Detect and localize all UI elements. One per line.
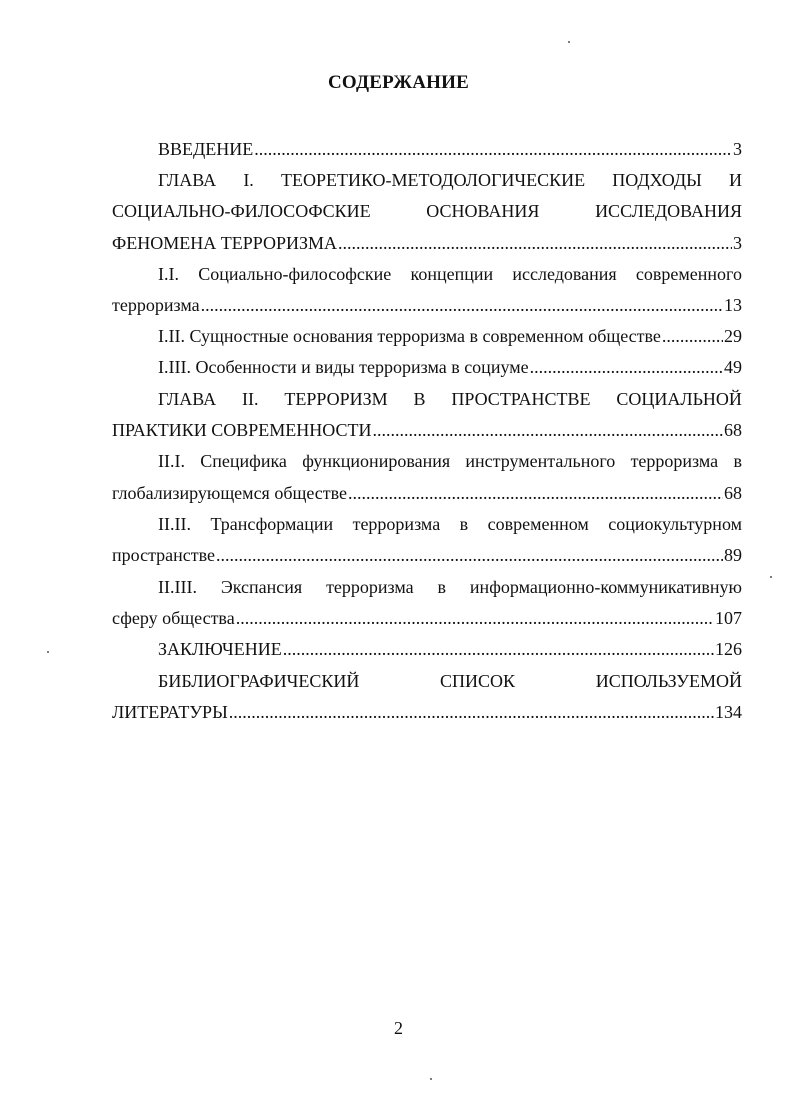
page-number: 2 [394,1018,403,1038]
toc-page-number: 3 [733,139,742,159]
word: СОЦИАЛЬНОЙ [616,389,742,409]
toc-page-number: 126 [715,639,742,659]
word: II.I. [158,451,185,471]
toc-title: СОДЕРЖАНИЕ [328,72,469,93]
toc-entry-section-2-3-line-1[interactable] [112,575,742,599]
toc-entry-bibliography-line-2[interactable] [112,700,742,724]
toc-page-number: 3 [733,233,742,253]
word: Социально-философские [198,264,392,284]
toc-page-number: 89 [724,545,742,565]
word: ПРОСТРАНСТВЕ [451,389,591,409]
scan-speck [47,651,49,653]
word: современного [635,264,742,284]
toc-page-number: 13 [724,295,742,315]
leader-dots [236,606,714,630]
word: II.II. [158,514,191,534]
word: исследования [512,264,617,284]
toc-entry-label: терроризма [112,295,200,315]
leader-dots [229,700,714,724]
word: II. [242,389,259,409]
leader-dots [530,355,723,379]
toc-entry-label: ЛИТЕРАТУРЫ [112,702,228,722]
word: терроризма [326,577,414,597]
toc-entry-label: ВВЕДЕНИЕ [158,139,254,159]
word: социокультурном [608,514,742,534]
word: I.I. [158,264,179,284]
toc-page-number: 134 [715,702,742,722]
word: ОСНОВАНИЯ [426,201,540,221]
word: И [728,170,742,190]
word: инструментального [465,451,616,471]
word: ТЕРРОРИЗМ [284,389,388,409]
word: Экспансия [220,577,303,597]
toc-entry-chapter-2-line-2[interactable] [112,418,742,442]
word: в [437,577,447,597]
toc-entry-section-1-3[interactable] [112,355,742,379]
toc-entry-label: сферу общества [112,608,235,628]
word: ИСПОЛЬЗУЕМОЙ [595,671,742,691]
toc-page-number: 68 [724,420,742,440]
word: информационно-коммуникативную [469,577,742,597]
toc-entry-chapter-2-line-1[interactable] [112,387,742,411]
toc-entry-label: ФЕНОМЕНА ТЕРРОРИЗМА [112,233,337,253]
toc-entry-label: ЗАКЛЮЧЕНИЕ [158,639,282,659]
word: II.III. [158,577,197,597]
toc-entry-section-2-1-line-1[interactable] [112,449,742,473]
toc-entry-label: ПРАКТИКИ СОВРЕМЕННОСТИ [112,420,372,440]
toc-entry-section-1-1-line-1[interactable] [112,262,742,286]
word: I. [243,170,254,190]
word: терроризма [630,451,719,471]
toc-entry-chapter-1-line-1[interactable] [112,168,742,192]
toc-entry-conclusion[interactable] [112,637,742,661]
toc-page-number: 68 [724,483,742,503]
leader-dots [254,137,732,161]
leader-dots [216,543,723,567]
toc-page-number: 107 [715,608,742,628]
word: В [413,389,426,409]
word: функционирования [302,451,451,471]
toc-entry-label: I.III. Особенности и виды терроризма в социуме [158,357,529,377]
word: СОЦИАЛЬНО-ФИЛОСОФСКИЕ [112,201,371,221]
leader-dots [372,418,723,442]
toc-entry-section-1-2[interactable] [112,324,742,348]
word: концепции [410,264,494,284]
toc-entry-introduction[interactable] [112,137,742,161]
word: СПИСОК [440,671,516,691]
leader-dots [662,324,723,348]
leader-dots [201,293,723,317]
toc-entry-label: I.II. Сущностные основания терроризма в современном обществе [158,326,661,346]
leader-dots [283,637,714,661]
toc-entry-label: пространстве [112,545,216,565]
toc-entry-label: глобализирующемся обществе [112,483,348,503]
leader-dots [338,231,732,255]
word: в [733,451,742,471]
toc-page-number: 49 [724,357,742,377]
word: современном [487,514,589,534]
word: ГЛАВА [158,389,217,409]
toc-entry-section-2-2-line-1[interactable] [112,512,742,536]
word: терроризма [352,514,441,534]
word: ГЛАВА [158,170,217,190]
word: БИБЛИОГРАФИЧЕСКИЙ [158,671,360,691]
toc-entry-chapter-1-line-3[interactable] [112,231,742,255]
word: в [459,514,469,534]
word: ИССЛЕДОВАНИЯ [595,201,742,221]
toc-entry-bibliography-line-1[interactable] [112,669,742,693]
scan-speck [430,1078,432,1080]
toc-entry-chapter-1-line-2[interactable] [112,199,742,223]
word: Трансформации [210,514,334,534]
toc-entry-section-1-1-line-2[interactable] [112,293,742,317]
word: Специфика [200,451,287,471]
toc-entry-section-2-3-line-2[interactable] [112,606,742,630]
toc-entry-section-2-1-line-2[interactable] [112,481,742,505]
scan-speck [568,41,570,43]
toc-entry-section-2-2-line-2[interactable] [112,543,742,567]
word: ПОДХОДЫ [612,170,702,190]
leader-dots [348,481,723,505]
scan-speck [770,576,772,578]
toc-page-number: 29 [724,326,742,346]
word: ТЕОРЕТИКО-МЕТОДОЛОГИЧЕСКИЕ [280,170,586,190]
